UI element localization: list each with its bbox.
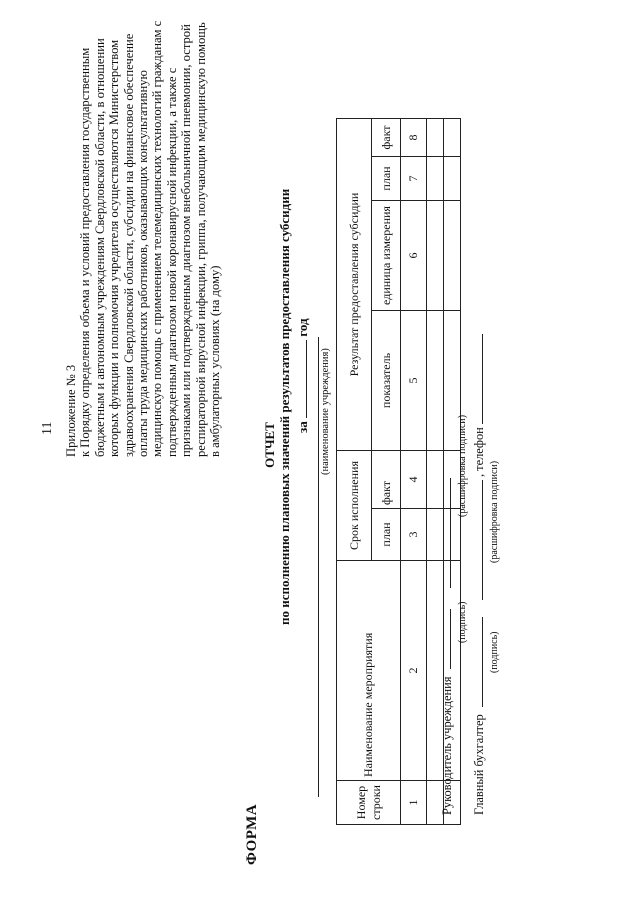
head-label: Руководитель учреждения — [440, 676, 454, 815]
accountant-label: Главный бухгалтер — [472, 714, 486, 815]
table-cell[interactable] — [427, 201, 444, 311]
institution-caption: (наименование учреждения) — [320, 348, 331, 475]
period-suffix: год — [295, 318, 310, 337]
appendix-line: признаками или подтвержденным диагнозом внебольничной пневмонии, острой — [179, 24, 194, 457]
appendix-line: которых функции и полномочия учредителя осуществляются Министерством — [107, 39, 122, 457]
column-number: 7 — [401, 157, 427, 201]
table-cell[interactable] — [427, 119, 444, 157]
header-result-fact: факт — [372, 119, 401, 157]
appendix-header — [64, 20, 223, 457]
column-number: 2 — [401, 561, 427, 781]
year-field[interactable] — [306, 340, 307, 418]
head-decoding-caption: (расшифровка подписи) — [457, 414, 468, 517]
table-cell[interactable] — [444, 157, 461, 201]
table-cell[interactable] — [444, 119, 461, 157]
accountant-decoding-field[interactable] — [482, 480, 483, 600]
appendix-line: респираторной вирусной инфекции, гриппа, получающим медицинскую помощь — [193, 22, 208, 457]
accountant-decoding-caption: (расшифровка подписи) — [489, 460, 500, 563]
accountant-signature-caption: (подпись) — [489, 631, 500, 673]
header-result-unit: единица измерения — [372, 201, 401, 311]
column-number: 8 — [401, 119, 427, 157]
page-number: 11 — [40, 421, 55, 435]
appendix-line: здравоохранения Свердловской области, субсидии на финансовое обеспечение — [121, 33, 136, 457]
table-cell[interactable] — [427, 157, 444, 201]
report-subtitle: по исполнению плановых значений результатов предоставления субсидии — [277, 188, 292, 625]
appendix-line: к Порядку определения объема и условий предоставления государственным — [78, 47, 93, 457]
header-deadline-plan: план — [372, 509, 401, 561]
head-signature-caption: (подпись) — [457, 601, 468, 643]
appendix-line: Приложение № 3 — [64, 364, 78, 457]
header-deadline-fact: факт — [372, 451, 401, 509]
column-number: 3 — [401, 509, 427, 561]
appendix-line: в амбулаторных условиях (на дому) — [208, 265, 223, 457]
header-result-indicator: показатель — [372, 311, 401, 451]
header-result: Результат предоставления субсидии — [337, 119, 372, 451]
head-signature-field[interactable] — [450, 609, 451, 669]
form-label: ФОРМА — [244, 803, 260, 865]
header-event-name: Наименование мероприятия — [337, 561, 401, 781]
appendix-line: оплаты труда медицинских работников, оказывающих консультативную — [136, 70, 151, 457]
header-result-plan: план — [372, 157, 401, 201]
column-number: 5 — [401, 311, 427, 451]
phone-label: , телефон — [472, 427, 486, 478]
report-title: ОТЧЕТ — [262, 422, 277, 468]
column-number: 1 — [401, 781, 427, 825]
accountant-signature-line — [472, 334, 487, 815]
appendix-line: бюджетным и автономным учреждениям Свердловской области, в отношении — [92, 38, 107, 457]
report-period — [295, 318, 311, 433]
table-cell[interactable] — [427, 311, 444, 451]
accountant-signature-field[interactable] — [482, 617, 483, 707]
head-signature-line — [440, 478, 455, 815]
appendix-line: подтвержденным диагнозом новой коронавирусной инфекции, а также с — [164, 67, 179, 457]
table-cell[interactable] — [444, 201, 461, 311]
institution-name-field[interactable] — [318, 337, 319, 797]
period-prefix: за — [295, 421, 310, 433]
phone-field[interactable] — [482, 334, 483, 424]
header-row-number: Номер строки — [337, 781, 401, 825]
column-number: 4 — [401, 451, 427, 509]
report-title-block — [262, 188, 292, 625]
appendix-line: медицинскую помощь с применением телемедицинских технологий гражданам с — [150, 20, 165, 457]
head-decoding-field[interactable] — [450, 478, 451, 588]
header-deadline: Срок исполнения — [337, 451, 372, 561]
column-number: 6 — [401, 201, 427, 311]
